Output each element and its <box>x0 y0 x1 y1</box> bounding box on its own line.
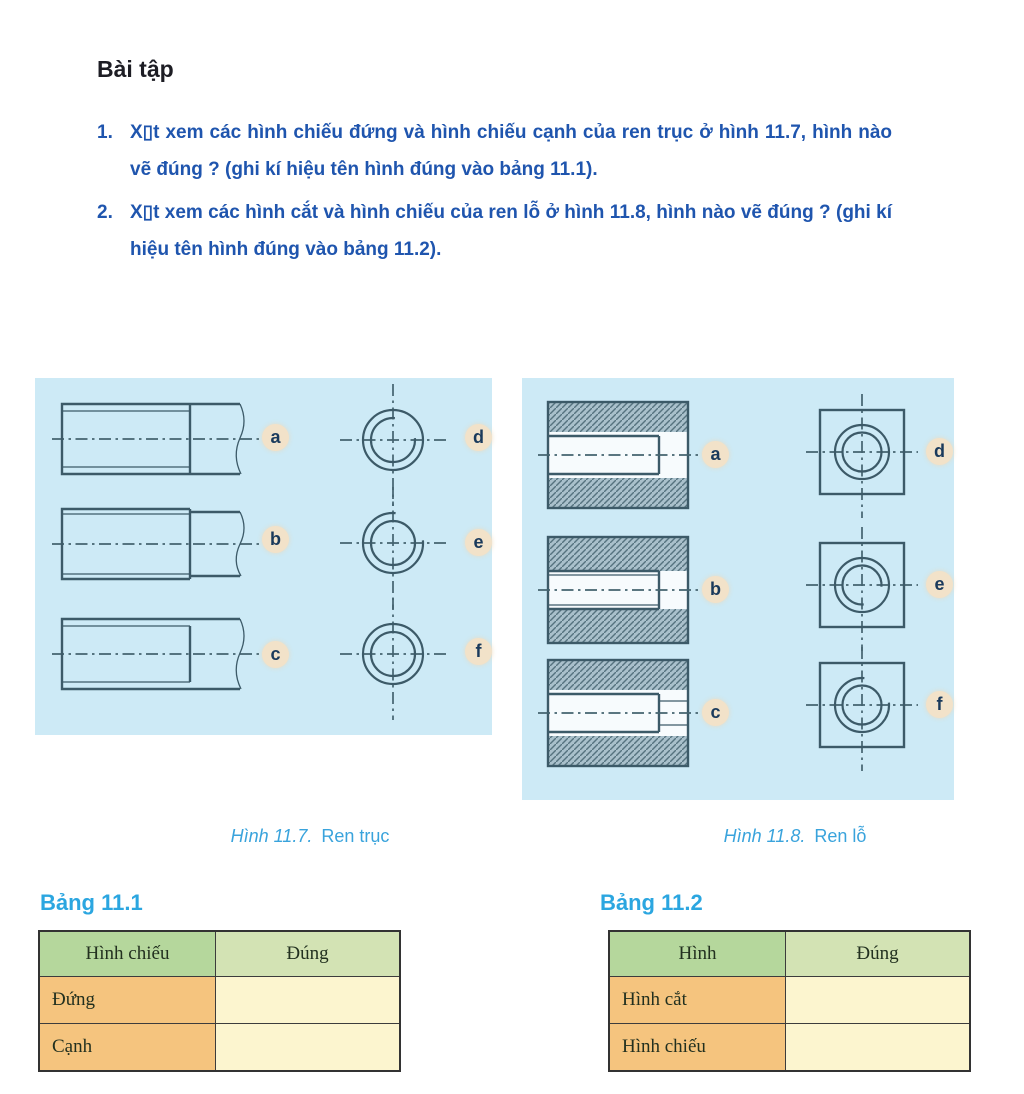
page-title: Bài tập <box>97 56 174 82</box>
table-header-cell: Đúng <box>786 931 971 977</box>
exercise-text: X▯t xem các hình chiếu đứng và hình chiếu cạnh của ren trục ở hình 11.7, hình nào vẽ đúng ? (ghi kí hiệu tên hình đúng vào bảng 11.1). <box>130 122 892 180</box>
figure-11-8-caption-text: Ren lỗ <box>814 826 867 846</box>
thread-shaft-end-view-f <box>338 596 448 722</box>
figure-label-badge: a <box>702 441 729 468</box>
table-11-1 <box>38 930 401 1072</box>
thread-shaft-end-view-e <box>338 485 448 611</box>
table-header-cell: Hình chiếu <box>39 931 216 977</box>
exercise-list <box>97 114 892 274</box>
table-answer-cell <box>216 1024 401 1072</box>
figure-label-badge: e <box>926 571 953 598</box>
table-label-cell: Đứng <box>39 977 216 1024</box>
table-row <box>609 1024 970 1072</box>
thread-hole-end-view-d <box>802 392 922 520</box>
figure-label-badge: a <box>262 424 289 451</box>
figure-11-8-panel <box>522 378 954 800</box>
thread-hole-section-view-c <box>538 654 713 772</box>
figure-11-8-caption <box>665 826 925 847</box>
table-answer-cell <box>786 977 971 1024</box>
figure-label-badge: b <box>262 526 289 553</box>
table-row <box>39 977 400 1024</box>
figure-label-badge: c <box>702 699 729 726</box>
figure-11-7-caption-number: Hình 11.7. <box>230 826 313 846</box>
figure-11-7-panel <box>35 378 492 735</box>
table-label-cell: Hình chiếu <box>609 1024 786 1072</box>
figure-label-badge: c <box>262 641 289 668</box>
exercise-item <box>97 114 892 188</box>
table-header-cell: Hình <box>609 931 786 977</box>
table-header-row <box>609 931 970 977</box>
figure-11-8-caption-number: Hình 11.8. <box>723 826 806 846</box>
thread-shaft-side-view-c <box>50 607 265 702</box>
table-row <box>39 1024 400 1072</box>
thread-hole-end-view-f <box>802 645 922 773</box>
table-header-row <box>39 931 400 977</box>
table-11-2-title: Bảng 11.2 <box>600 890 703 915</box>
thread-hole-end-view-e <box>802 525 922 653</box>
table-row <box>609 977 970 1024</box>
table-label-cell: Cạnh <box>39 1024 216 1072</box>
thread-hole-section-view-b <box>538 531 713 649</box>
table-answer-cell <box>216 977 401 1024</box>
thread-hole-section-view-a <box>538 396 713 514</box>
table-answer-cell <box>786 1024 971 1072</box>
figure-label-badge: b <box>702 576 729 603</box>
exercise-number: 1. <box>97 122 113 143</box>
thread-shaft-side-view-b <box>50 497 265 592</box>
figure-label-badge: d <box>926 438 953 465</box>
figure-11-7-caption-text: Ren trục <box>321 826 390 846</box>
figure-11-7-caption <box>180 826 440 847</box>
figure-label-badge: f <box>926 691 953 718</box>
table-header-cell: Đúng <box>216 931 401 977</box>
figure-label-badge: d <box>465 424 492 451</box>
exercise-number: 2. <box>97 202 113 223</box>
table-label-cell: Hình cắt <box>609 977 786 1024</box>
figure-label-badge: f <box>465 638 492 665</box>
thread-shaft-side-view-a <box>50 392 265 487</box>
table-11-1-title: Bảng 11.1 <box>40 890 143 915</box>
exercise-text: X▯t xem các hình cắt và hình chiếu của ren lỗ ở hình 11.8, hình nào vẽ đúng ? (ghi kí hiệu tên hình đúng vào bảng 11.2). <box>130 202 892 260</box>
table-11-2 <box>608 930 971 1072</box>
exercise-item <box>97 194 892 268</box>
figure-label-badge: e <box>465 529 492 556</box>
